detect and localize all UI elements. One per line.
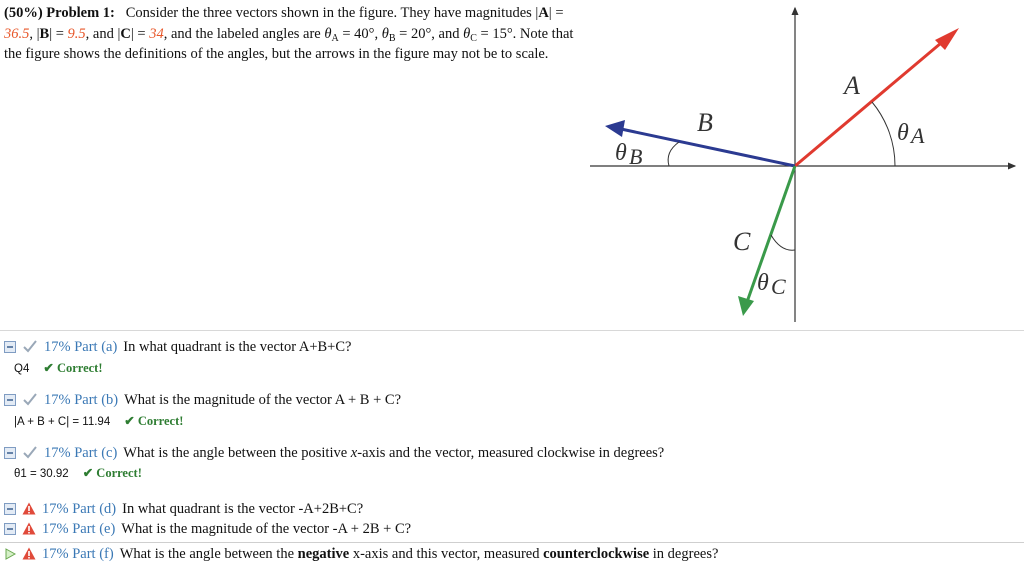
part-c-answer: θ1 = 30.92 [14,468,69,480]
part-a-feedback: ✔ Correct! [43,361,103,375]
collapse-toggle-icon[interactable] [4,503,16,515]
collapse-toggle-icon[interactable] [4,394,16,406]
part-e-row[interactable] [4,521,411,538]
vector-a [795,28,959,166]
problem-intro-1: Consider the three vectors shown in the figure. They have magnitudes |A| = [118,5,564,21]
part-f-name[interactable]: Part (f) [72,546,114,562]
magnitude-b: 9.5 [67,25,86,42]
theta-b-value: 20° [410,25,432,42]
theta-c-value: 15° [492,25,513,42]
svg-text:θ: θ [897,120,909,146]
checkmark-icon [22,392,38,406]
collapse-toggle-icon[interactable] [4,447,16,459]
problem-statement: (50%) Problem 1: Consider the three vectors shown in the figure. They have magnitudes |A| = 36.5, |B| = 9.5, and |C| = 34, and the labeled angles are $\theta_A = 40^\circ$, $\theta_B = 20^\circ$, and $\theta_C = 15^\circ$. Note that the figure shows the definitions of the angles, but the arrows in the figure may not be to scale. [4,5,574,62]
arc-theta-b [668,142,679,166]
part-b-question: What is the magnitude of the vector A + B + C? [124,392,402,408]
part-e-percent: 17% [42,521,69,537]
checkmark-icon [22,445,38,459]
part-f-row[interactable] [4,546,718,563]
part-e-name[interactable]: Part (e) [72,521,116,537]
part-b-answer: |A + B + C| = 11.94 [14,416,111,428]
label-c: C [733,227,751,256]
part-e-question: What is the magnitude of the vector -A + 2B + C? [121,521,412,537]
part-d-question: In what quadrant is the vector -A+2B+C? [122,501,364,517]
part-a-name[interactable]: Part (a) [74,339,118,355]
open-part-separator [0,542,1024,543]
part-f-percent: 17% [42,546,69,562]
part-c-name[interactable]: Part (c) [74,445,118,461]
collapse-toggle-icon[interactable] [4,341,16,353]
angle-label-a [897,120,925,148]
magnitude-a: 36.5 [4,25,30,42]
svg-text:C: C [771,274,786,299]
part-c-answer-row [14,465,142,481]
arc-theta-a [872,102,895,166]
part-b-percent: 17% [44,392,71,408]
problem-tail: Note that the figure shows the definitions of the angles, but the arrows in the figure may not be to scale. [4,25,574,62]
angle-label-c [757,270,786,299]
warning-icon [22,502,36,515]
theta-a-value: 40° [354,25,375,42]
part-a-answer-row [14,360,103,376]
part-a-percent: 17% [44,339,71,355]
part-a-answer: Q4 [14,363,30,375]
part-c-percent: 17% [44,445,71,461]
part-d-row[interactable] [4,501,363,518]
label-b: B [697,108,713,137]
warning-icon [22,547,36,560]
part-b-row[interactable] [4,392,401,409]
part-c-row[interactable] [4,445,664,462]
part-a-question: In what quadrant is the vector A+B+C? [123,339,352,355]
svg-text:θ: θ [757,270,769,296]
part-b-answer-row [14,413,183,429]
expand-arrow-icon[interactable] [4,548,16,560]
part-c-feedback: ✔ Correct! [82,466,142,480]
part-a-row[interactable] [4,339,351,356]
part-f-question: What is the angle between the negative x-axis and this vector, measured counterclockwise in degrees? [119,546,719,562]
angle-label-b [615,140,642,169]
checkmark-icon [22,339,38,353]
arc-theta-c [771,235,795,250]
part-d-name[interactable]: Part (d) [72,501,117,517]
part-b-feedback: ✔ Correct! [124,414,184,428]
label-a: A [844,71,860,100]
warning-icon [22,522,36,535]
part-d-percent: 17% [42,501,69,517]
collapse-toggle-icon[interactable] [4,523,16,535]
section-divider [0,330,1024,331]
part-b-name[interactable]: Part (b) [74,392,119,408]
svg-text:B: B [629,144,643,169]
vector-diagram [585,0,1024,328]
part-c-question: What is the angle between the positive x-axis and the vector, measured clockwise in degrees? [123,445,665,461]
problem-header: (50%) Problem 1: [4,5,115,21]
svg-text:θ: θ [615,140,627,166]
magnitude-c: 34 [149,25,164,42]
svg-text:A: A [911,123,925,148]
